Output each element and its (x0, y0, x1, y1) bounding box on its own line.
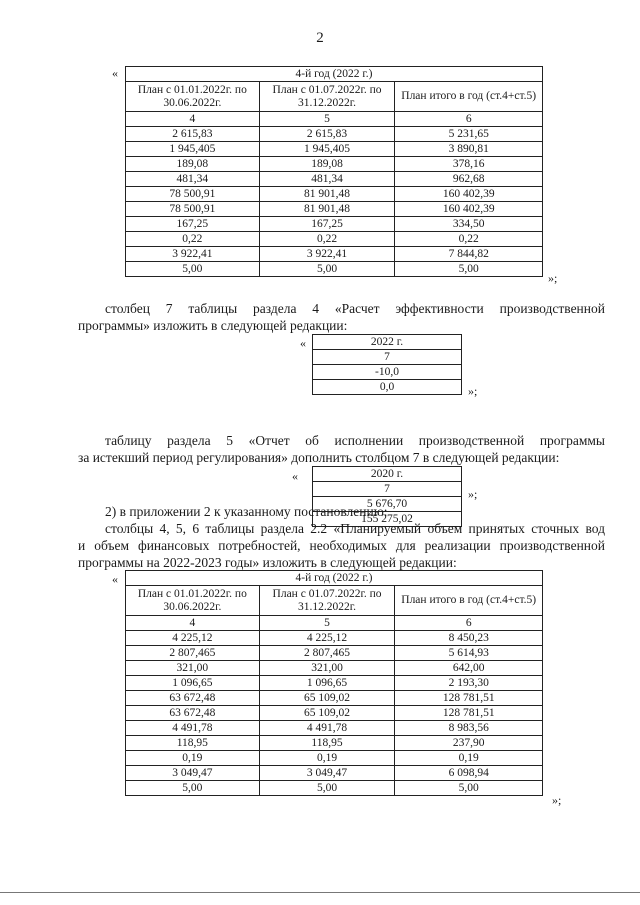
table-plan-2022-section (125, 66, 543, 277)
table-row (126, 157, 543, 172)
col-header: План итого в год (ст.4+ст.5) (395, 586, 543, 616)
table-cell: 334,50 (395, 217, 543, 232)
table-cell: 2 807,465 (259, 646, 395, 661)
page-bottom-rule (0, 892, 640, 893)
paragraph-line: и объем финансовых потребностей, необходимых для реализации производственной (78, 538, 605, 553)
table-cell: 5,00 (126, 262, 260, 277)
table-cell: 8 983,56 (395, 721, 543, 736)
col-header: План с 01.01.2022г. по 30.06.2022г. (126, 586, 260, 616)
col-number: 5 (259, 112, 395, 127)
table-row (126, 751, 543, 766)
table-cell: 160 402,39 (395, 202, 543, 217)
open-quote: « (292, 469, 298, 483)
open-quote: « (112, 572, 118, 586)
table-cell: 6 098,94 (395, 766, 543, 781)
col-number: 5 (259, 616, 395, 631)
table-cell: 189,08 (126, 157, 260, 172)
paragraph-line: за истекший период регулирования» дополнить столбцом 7 в следующей редакции: (78, 450, 560, 465)
table-cell: 78 500,91 (126, 202, 260, 217)
table-cell: 3 890,81 (395, 142, 543, 157)
table-cell: 642,00 (395, 661, 543, 676)
table-row (126, 247, 543, 262)
table-cell: 3 922,41 (126, 247, 260, 262)
table-cell: 118,95 (126, 736, 260, 751)
table-cell: 481,34 (259, 172, 395, 187)
open-quote: « (112, 66, 118, 80)
table-cell: 78 500,91 (126, 187, 260, 202)
table-cell: 5,00 (395, 781, 543, 796)
table-cell: 8 450,23 (395, 631, 543, 646)
table-cell: 167,25 (126, 217, 260, 232)
table-cell: 2020 г. (313, 467, 462, 482)
table-row (313, 365, 462, 380)
table-row (126, 691, 543, 706)
table-row (126, 202, 543, 217)
table-cell: 1 096,65 (259, 676, 395, 691)
table-cell: 65 109,02 (259, 706, 395, 721)
table-cell: 3 049,47 (259, 766, 395, 781)
table-row (126, 721, 543, 736)
table-cell: 0,19 (126, 751, 260, 766)
table-row (313, 380, 462, 395)
table-cell: 81 901,48 (259, 187, 395, 202)
col-number: 4 (126, 616, 260, 631)
col-header: План с 01.07.2022г. по 31.12.2022г. (259, 586, 395, 616)
col-header: План итого в год (ст.4+ст.5) (395, 82, 543, 112)
table4-body (126, 631, 543, 796)
table-cell: 4 491,78 (126, 721, 260, 736)
table-row (126, 187, 543, 202)
table2-body (313, 335, 462, 395)
table-cell: 1 096,65 (126, 676, 260, 691)
col-number: 4 (126, 112, 260, 127)
table-row (126, 262, 543, 277)
paragraph-line: столбцы 4, 5, 6 таблицы раздела 2.2 «Планируемый объем принятых сточных вод (105, 521, 605, 536)
table-cell: 189,08 (259, 157, 395, 172)
table-cell: 1 945,405 (259, 142, 395, 157)
table-row (126, 676, 543, 691)
table-cell: 128 781,51 (395, 691, 543, 706)
table-cell: 2 193,30 (395, 676, 543, 691)
table-cell: 5 231,65 (395, 127, 543, 142)
table-cell: 5,00 (126, 781, 260, 796)
table-cell: 5,00 (395, 262, 543, 277)
table-cell: 4 225,12 (259, 631, 395, 646)
table-row (313, 467, 462, 482)
table-row (313, 335, 462, 350)
table-cell: 4 225,12 (126, 631, 260, 646)
table-row (126, 646, 543, 661)
table-row (126, 781, 543, 796)
close-quote: »; (468, 384, 478, 398)
table-cell: 3 922,41 (259, 247, 395, 262)
table-cell: 237,90 (395, 736, 543, 751)
table-row (126, 766, 543, 781)
table-row (313, 482, 462, 497)
table-cell: 5 676,70 (313, 497, 462, 512)
col-number: 6 (395, 616, 543, 631)
table-row (313, 350, 462, 365)
table-cell: 5,00 (259, 262, 395, 277)
table-cell: 378,16 (395, 157, 543, 172)
group-header: 4-й год (2022 г.) (126, 571, 543, 586)
table-cell: 160 402,39 (395, 187, 543, 202)
paragraph-line: столбец 7 таблицы раздела 4 «Расчет эффективности производственной (105, 301, 605, 316)
table-cell: 0,22 (395, 232, 543, 247)
table-row (126, 142, 543, 157)
paragraph-line: программы» изложить в следующей редакции: (78, 318, 348, 333)
col-header: План с 01.01.2022г. по 30.06.2022г. (126, 82, 260, 112)
table-cell: 81 901,48 (259, 202, 395, 217)
table-cell: 63 672,48 (126, 706, 260, 721)
table-cell: 1 945,405 (126, 142, 260, 157)
close-quote: »; (468, 487, 478, 501)
table-row (126, 172, 543, 187)
table-row (126, 736, 543, 751)
open-quote: « (300, 336, 306, 350)
page-number: 2 (316, 30, 324, 46)
table-cell: 167,25 (259, 217, 395, 232)
table-row (126, 631, 543, 646)
col-number: 6 (395, 112, 543, 127)
table-wastewater-plan-2022 (125, 570, 543, 796)
table-column-7-efficiency (312, 334, 462, 395)
col-header: План с 01.07.2022г. по 31.12.2022г. (259, 82, 395, 112)
table-cell: 0,0 (313, 380, 462, 395)
table-cell: 155 275,02 (313, 512, 462, 527)
table-cell: 962,68 (395, 172, 543, 187)
table-cell: 0,19 (395, 751, 543, 766)
table-cell: 5 614,93 (395, 646, 543, 661)
group-header: 4-й год (2022 г.) (126, 67, 543, 82)
table-row (126, 127, 543, 142)
table-cell: 3 049,47 (126, 766, 260, 781)
paragraph-line: программы на 2022-2023 годы» изложить в следующей редакции: (78, 555, 457, 570)
table-cell: 5,00 (259, 781, 395, 796)
table-cell: 481,34 (126, 172, 260, 187)
close-quote: »; (552, 793, 562, 807)
table-cell: -10,0 (313, 365, 462, 380)
close-quote: »; (548, 271, 558, 285)
table-cell: 118,95 (259, 736, 395, 751)
table-cell: 2 615,83 (259, 127, 395, 142)
table-row (126, 661, 543, 676)
table-cell: 4 491,78 (259, 721, 395, 736)
table-cell: 2 807,465 (126, 646, 260, 661)
table-cell: 63 672,48 (126, 691, 260, 706)
table-cell: 2022 г. (313, 335, 462, 350)
table-cell: 7 844,82 (395, 247, 543, 262)
paragraph-line: 2) в приложении 2 к указанному постановлению: (105, 504, 388, 519)
table-cell: 0,19 (259, 751, 395, 766)
paragraph-line: таблицу раздела 5 «Отчет об исполнении производственной программы (105, 433, 605, 448)
table-cell: 321,00 (126, 661, 260, 676)
table-cell: 0,22 (259, 232, 395, 247)
table-row (126, 706, 543, 721)
table-cell: 2 615,83 (126, 127, 260, 142)
table-cell: 7 (313, 350, 462, 365)
table-cell: 128 781,51 (395, 706, 543, 721)
table1-body (126, 127, 543, 277)
table-cell: 0,22 (126, 232, 260, 247)
table-row (126, 217, 543, 232)
table-cell: 7 (313, 482, 462, 497)
table-cell: 65 109,02 (259, 691, 395, 706)
table-row (126, 232, 543, 247)
table-cell: 321,00 (259, 661, 395, 676)
